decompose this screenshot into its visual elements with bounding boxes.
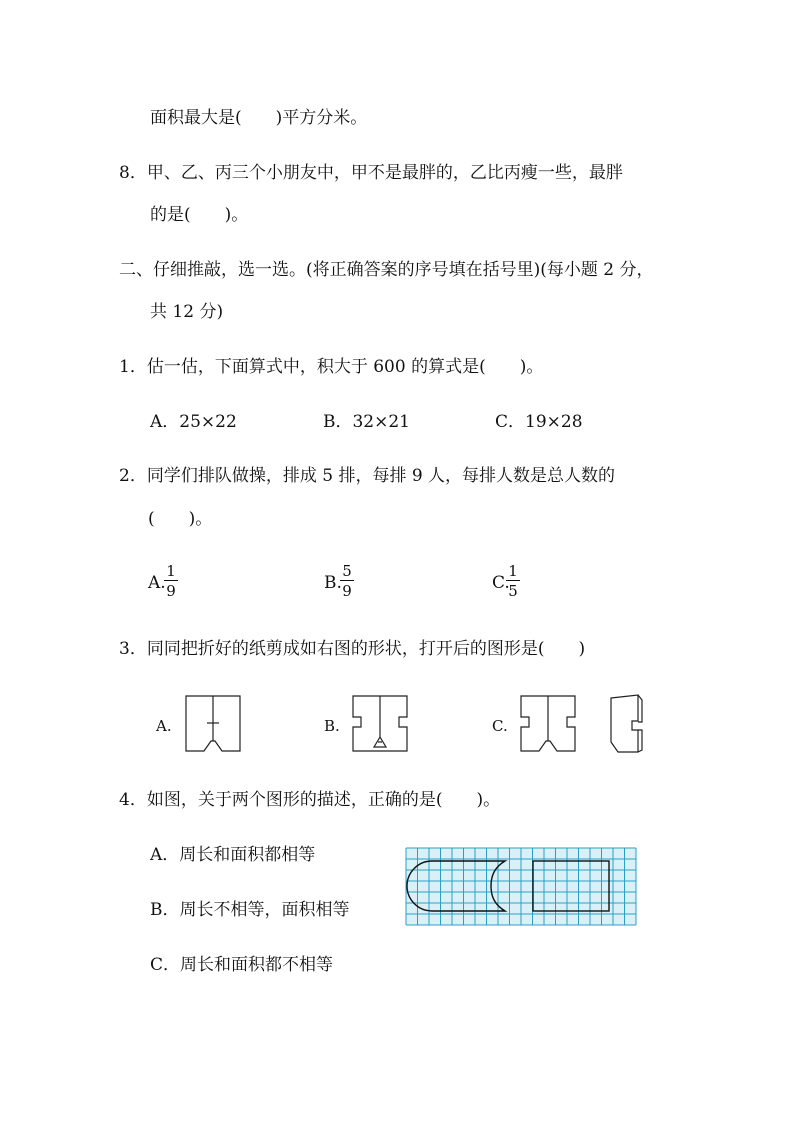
- s2-q3-figure-c: [519, 695, 577, 753]
- fraction-denominator: 9: [166, 582, 176, 600]
- s2-q2-option-a-prefix: A.: [148, 573, 166, 593]
- s2-q4-stem: 4．如图，关于两个图形的描述，正确的是( )。: [119, 790, 501, 810]
- section-2-heading-line1: 二、仔细推敲，选一选。(将正确答案的序号填在括号里)(每小题 2 分，: [119, 260, 654, 280]
- fraction-numerator: 1: [506, 563, 520, 581]
- fraction-denominator: 9: [342, 582, 352, 600]
- s2-q4-option-c: C．周长和面积都不相等: [150, 955, 334, 975]
- s2-q2-option-c-prefix: C.: [492, 573, 510, 593]
- s2-q2-line2: ( )。: [148, 509, 213, 529]
- fraction-denominator: 5: [508, 582, 518, 600]
- fraction-numerator: 1: [164, 563, 178, 581]
- s2-q3-label-c: C.: [492, 717, 508, 735]
- s2-q3-folded-paper: [608, 694, 644, 754]
- s2-q2-option-a-fraction: [164, 563, 178, 599]
- s2-q3-figure-b: [351, 695, 409, 753]
- s2-q3-figure-a: [184, 695, 242, 753]
- s2-q2-option-b-prefix: B.: [324, 573, 342, 593]
- grid-lines: [406, 848, 636, 925]
- s2-q2-option-b-fraction: [340, 563, 354, 599]
- s2-q1-option-b: B．32×21: [323, 412, 411, 432]
- s2-q1-option-a: A．25×22: [150, 412, 237, 432]
- s2-q2-line1: 2．同学们排队做操，排成 5 排，每排 9 人，每排人数是总人数的: [119, 466, 616, 486]
- s2-q3-label-b: B.: [324, 717, 340, 735]
- s2-q4-option-a: A．周长和面积都相等: [150, 845, 316, 865]
- q7-continuation: 面积最大是( )平方分米。: [150, 108, 368, 128]
- s2-q3-label-a: A.: [156, 717, 172, 735]
- s2-q2-option-c-fraction: [506, 563, 520, 599]
- s2-q1-option-c: C．19×28: [495, 412, 583, 432]
- s2-q1-stem: 1．估一估，下面算式中，积大于 600 的算式是( )。: [119, 357, 544, 377]
- fraction-numerator: 5: [340, 563, 354, 581]
- section-2-heading-line2: 共 12 分): [150, 302, 224, 322]
- question-8-line2: 的是( )。: [150, 205, 249, 225]
- question-8-line1: 8．甲、乙、丙三个小朋友中，甲不是最胖的，乙比丙瘦一些，最胖: [119, 163, 623, 183]
- s2-q3-stem: 3．同同把折好的纸剪成如右图的形状，打开后的图形是( ): [119, 639, 586, 659]
- s2-q4-grid-figure: [405, 847, 637, 927]
- s2-q4-option-b: B．周长不相等，面积相等: [150, 900, 350, 920]
